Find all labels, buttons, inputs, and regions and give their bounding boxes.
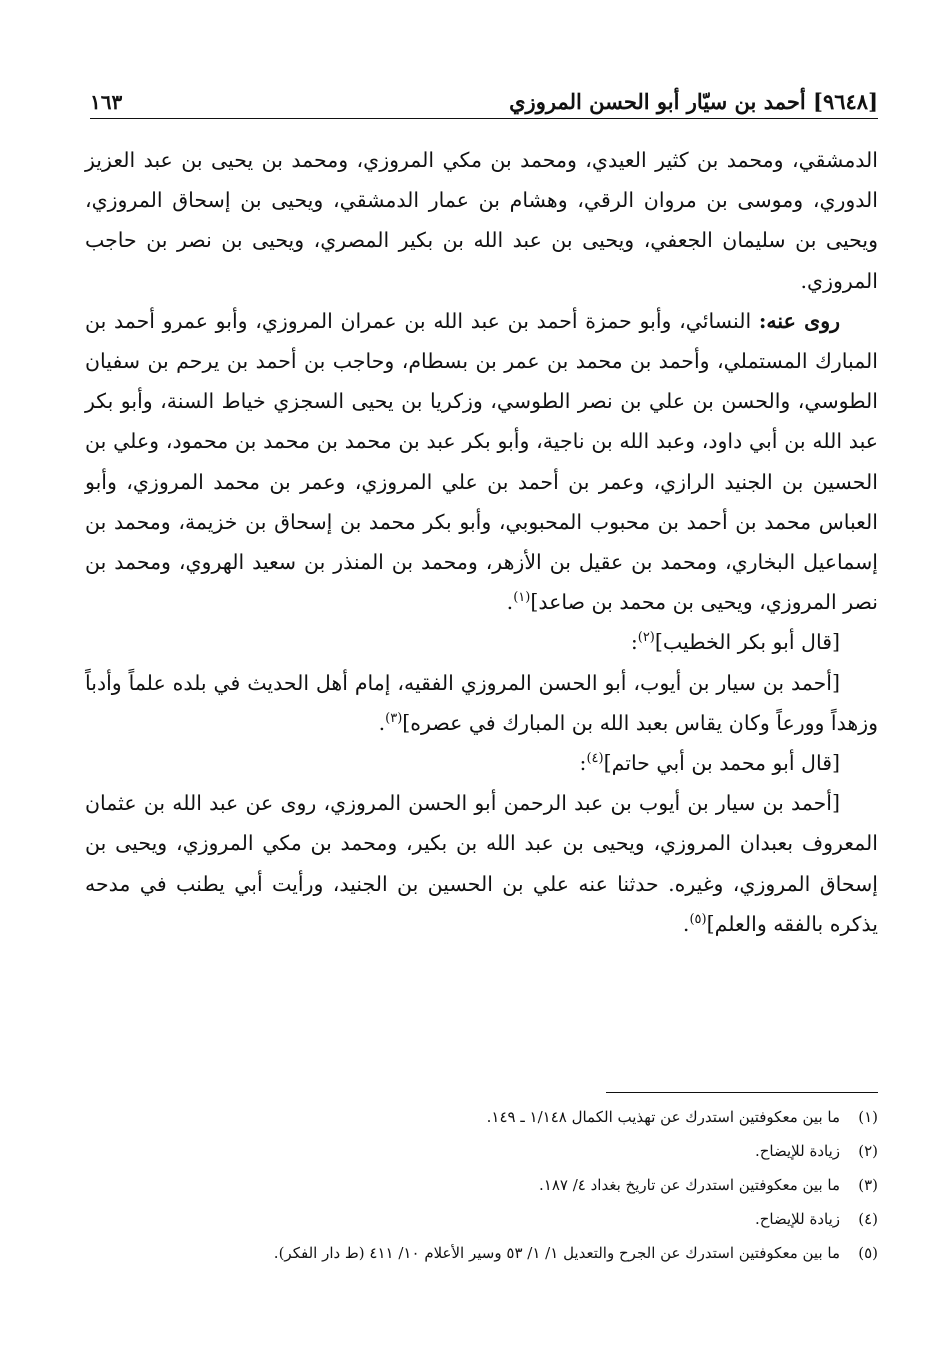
page-header — [90, 70, 878, 119]
footnote: (٢) زيادة للإيضاح. — [754, 1142, 878, 1160]
footnote-ref: (٢) — [637, 630, 655, 646]
footnote: (٣) ما بين معكوفتين استدرك عن تاريخ بغداد ٤/ ١٨٧. — [539, 1176, 878, 1194]
main-text — [85, 140, 878, 944]
footnote-divider — [606, 1092, 878, 1093]
footnote: (١) ما بين معكوفتين استدرك عن تهذيب الكمال ١/١٤٨ ـ ١٤٩. — [486, 1108, 878, 1126]
section-lead: روى عنه: — [758, 308, 840, 333]
page-number: ١٦٣ — [90, 90, 123, 114]
paragraph: [أحمد بن سيار بن أيوب بن عبد الرحمن أبو الحسن المروزي، روى عن عبد الله بن عثمان المعروف بعبدان المروزي، ويحيى بن عبد الله بن بكير، ومحمد بن مكي المروزي، ويحيى بن إسحاق المروزي، وغيره. حدثنا عنه علي بن الحسين بن الجنيد، ورأيت أبي يطنب في مدحه يذكره بالفقه والعلم]$^{(٥)}$. — [85, 791, 878, 936]
footnote: (٥) ما بين معكوفتين استدرك عن الجرح والتعديل ١/ ١/ ٥٣ وسير الأعلام ١٠/ ٤١١ (ط دار الفكر). — [273, 1244, 878, 1262]
footnote-ref: (١) — [513, 590, 531, 606]
paragraph: [قال أبو محمد بن أبي حاتم]$^{(٤)}$: — [579, 751, 840, 776]
footnote-ref: (٣) — [385, 711, 403, 727]
footnote-ref: (٤) — [586, 751, 604, 767]
paragraph: [قال أبو بكر الخطيب]$^{(٢)}$: — [630, 630, 840, 655]
paragraph: روى عنه: النسائي، وأبو حمزة أحمد بن عبد الله بن عمران المروزي، وأبو عمرو أحمد بن المبارك المستملي، وأحمد بن محمد بن عمر بن بسطام، وحاجب بن أحمد بن يرحم بن سفيان الطوسي، والحسن بن علي بن نصر الطوسي، وزكريا بن يحيى السجزي خياط السنة، وأبو بكر عبد الله بن أبي داود، وعبد الله بن ناجية، وأبو بكر عبد بن محمد بن محمد بن محمود، وعلي بن الحسين بن الجنيد الرازي، وعمر بن أحمد بن علي المروزي، وعمر بن محمد المروزي، وأبو العباس محمد بن أحمد بن محبوب المحبوبي، وأبو بكر محمد بن إسحاق بن خزيمة، ومحمد بن إسماعيل البخاري، ومحمد بن عقيل بن الأزهر، ومحمد بن المنذر بن سعيد الهروي، ومحمد بن نصر المروزي، ويحيى بن محمد بن صاعد]$^{(١)}$. — [85, 308, 878, 615]
paragraph: الدمشقي، ومحمد بن كثير العيدي، ومحمد بن مكي المروزي، ومحمد بن يحيى بن عبد العزيز الدوري، وموسى بن مروان الرقي، وهشام بن عمار الدمشقي، ويحيى بن إسحاق المروزي، ويحيى بن سليمان الجعفي، ويحيى بن عبد الله بن بكير المصري، ويحيى بن نصر بن حاجب المروزي. — [85, 148, 878, 293]
paragraph: [أحمد بن سيار بن أيوب، أبو الحسن المروزي الفقيه، إمام أهل الحديث في بلده علماً وأدباً وزهداً وورعاً وكان يقاس بعبد الله بن المبارك في عصره]$^{(٣)}$. — [85, 670, 878, 735]
footnote: (٤) زيادة للإيضاح. — [754, 1210, 878, 1228]
footnotes — [150, 1100, 878, 1270]
footnote-ref: (٥) — [689, 912, 707, 928]
running-title: [٩٦٤٨] أحمد بن سيّار أبو الحسن المروزي — [509, 89, 878, 114]
